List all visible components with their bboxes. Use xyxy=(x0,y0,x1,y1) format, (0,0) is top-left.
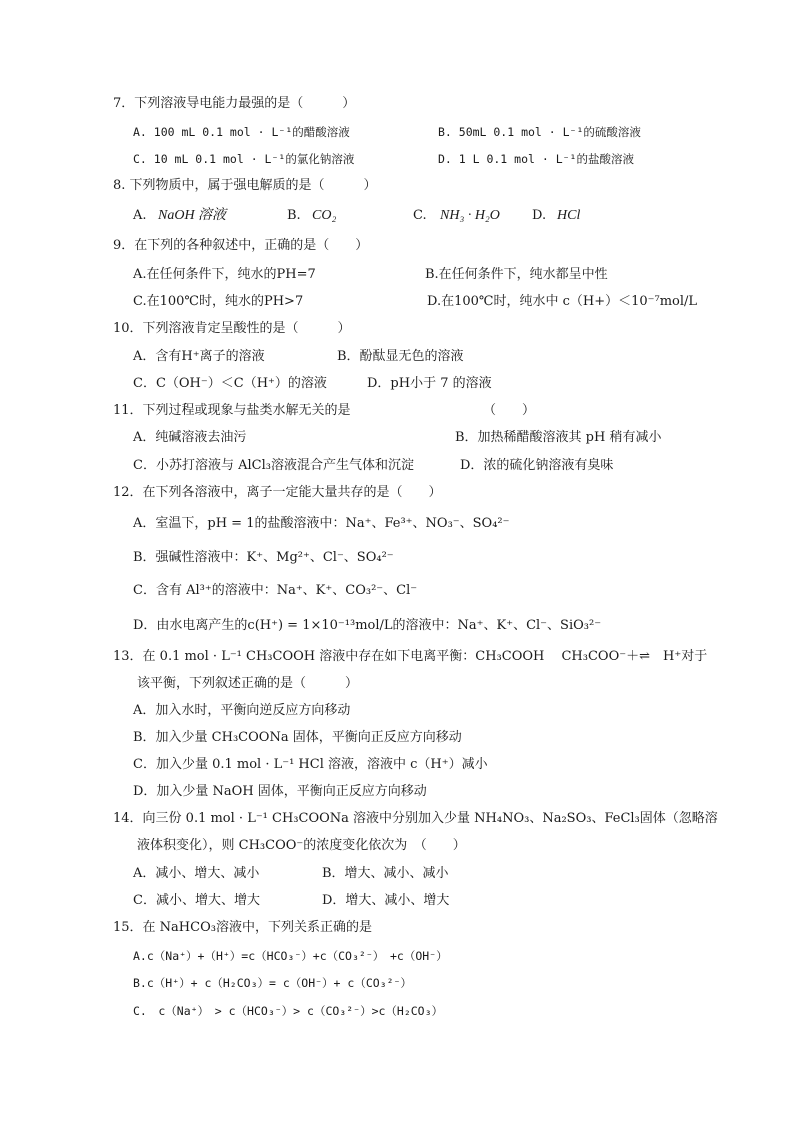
question-14-stem-continued: 液体积变化），则 CH₃COO⁻的浓度变化依次为 （ ） xyxy=(137,838,466,853)
question-12-stem: 12．在下列各溶液中，离子一定能大量共存的是（ ） xyxy=(113,485,442,500)
question-10-option-a: A．含有H⁺离子的溶液 xyxy=(133,349,265,364)
question-8-option-c-letter: C. xyxy=(413,208,427,223)
question-11-option-a: A．纯碱溶液去油污 xyxy=(133,430,247,445)
question-11-option-d: D．浓的硫化钠溶液有臭味 xyxy=(460,458,614,473)
question-13-option-b: B．加入少量 CH₃COONa 固体，平衡向正反应方向移动 xyxy=(133,730,462,745)
question-9-stem: 9．在下列的各种叙述中，正确的是（ ） xyxy=(113,238,369,253)
question-11-stem: 11．下列过程或现象与盐类水解无关的是 xyxy=(113,403,351,418)
question-13-stem-continued: 该平衡，下列叙述正确的是（ ） xyxy=(137,676,359,691)
question-13-option-c: C．加入少量 0.1 mol · L⁻¹ HCl 溶液，溶液中 c（H⁺）减小 xyxy=(133,757,488,772)
question-14-stem: 14．向三份 0.1 mol · L⁻¹ CH₃COONa 溶液中分别加入少量 NH₄NO₃、Na₂SO₃、FeCl₃固体（忽略溶 xyxy=(113,811,718,826)
question-10-option-c: C．C（OH⁻）＜C（H⁺）的溶液 xyxy=(133,376,327,391)
question-9-option-b: B.在任何条件下，纯水都呈中性 xyxy=(425,267,608,282)
question-8-option-a: NaOH 溶液 xyxy=(158,208,227,223)
question-8-option-a-letter: A. xyxy=(133,208,147,223)
question-13-option-a: A．加入水时，平衡向逆反应方向移动 xyxy=(133,703,351,718)
question-14-option-d: D．增大、减小、增大 xyxy=(322,893,450,908)
question-10-option-d: D．pH小于 7 的溶液 xyxy=(367,376,492,391)
question-8-option-c: NH₃ · H₂O xyxy=(440,208,500,223)
question-15-option-a: A.c（Na⁺）+（H⁺）=c（HCO₃⁻）+c（CO₃²⁻） +c（OH⁻） xyxy=(133,949,448,963)
question-11-answer-paren: （ ） xyxy=(483,403,536,418)
question-15-stem: 15．在 NaHCO₃溶液中，下列关系正确的是 xyxy=(113,920,372,935)
question-13-stem: 13．在 0.1 mol · L⁻¹ CH₃COOH 溶液中存在如下电离平衡：CH₃COOH CH₃COO⁻＋⇌ H⁺对于 xyxy=(113,649,708,664)
question-14-option-c: C．减小、增大、增大 xyxy=(133,893,260,908)
question-14-option-a: A．减小、增大、减小 xyxy=(133,866,260,881)
question-8-option-b: CO₂ xyxy=(312,208,337,223)
question-8-option-b-letter: B. xyxy=(287,208,301,223)
question-8-stem: 8. 下列物质中，属于强电解质的是（ ） xyxy=(113,178,377,193)
question-12-option-c: C．含有 Al³⁺的溶液中：Na⁺、K⁺、CO₃²⁻、Cl⁻ xyxy=(133,583,418,598)
question-7-option-a: A. 100 mL 0.1 mol · L⁻¹的醋酸溶液 xyxy=(133,125,350,139)
question-8-option-d-letter: D. xyxy=(532,208,547,223)
question-12-option-b: B．强碱性溶液中：K⁺、Mg²⁺、Cl⁻、SO₄²⁻ xyxy=(133,550,394,565)
question-15-option-b: B.c（H⁺）+ c（H₂CO₃）= c（OH⁻）+ c（CO₃²⁻） xyxy=(133,976,412,990)
question-8-option-d: HCl xyxy=(557,208,581,223)
question-12-option-a: A．室温下，pH = 1的盐酸溶液中：Na⁺、Fe³⁺、NO₃⁻、SO₄²⁻ xyxy=(133,516,510,531)
question-7-stem: 7．下列溶液导电能力最强的是（ ） xyxy=(113,96,356,111)
question-9-option-c: C.在100℃时，纯水的PH>7 xyxy=(133,294,304,309)
question-7-option-c: C. 10 mL 0.1 mol · L⁻¹的氯化钠溶液 xyxy=(133,152,355,166)
question-9-option-d: D.在100℃时，纯水中 c（H+）＜10⁻⁷mol/L xyxy=(427,294,698,309)
question-7-option-d: D. 1 L 0.1 mol · L⁻¹的盐酸溶液 xyxy=(438,152,634,166)
question-14-option-b: B．增大、减小、减小 xyxy=(322,866,449,881)
question-12-option-d: D．由水电离产生的c(H⁺) = 1×10⁻¹³mol/L的溶液中：Na⁺、K⁺、Cl⁻、SiO₃²⁻ xyxy=(133,618,602,633)
question-9-option-a: A.在任何条件下，纯水的PH=7 xyxy=(133,267,316,282)
question-10-stem: 10．下列溶液肯定呈酸性的是（ ） xyxy=(113,321,351,336)
question-15-option-c: C. c（Na⁺） > c（HCO₃⁻）> c（CO₃²⁻）>c（H₂CO₃） xyxy=(133,1004,444,1018)
question-11-option-b: B．加热稀醋酸溶液其 pH 稍有减小 xyxy=(455,430,662,445)
question-11-option-c: C．小苏打溶液与 AlCl₃溶液混合产生气体和沉淀 xyxy=(133,458,414,473)
question-7-option-b: B. 50mL 0.1 mol · L⁻¹的硫酸溶液 xyxy=(438,125,641,139)
question-10-option-b: B．酚酞显无色的溶液 xyxy=(337,349,464,364)
question-13-option-d: D．加入少量 NaOH 固体，平衡向正反应方向移动 xyxy=(133,784,427,799)
